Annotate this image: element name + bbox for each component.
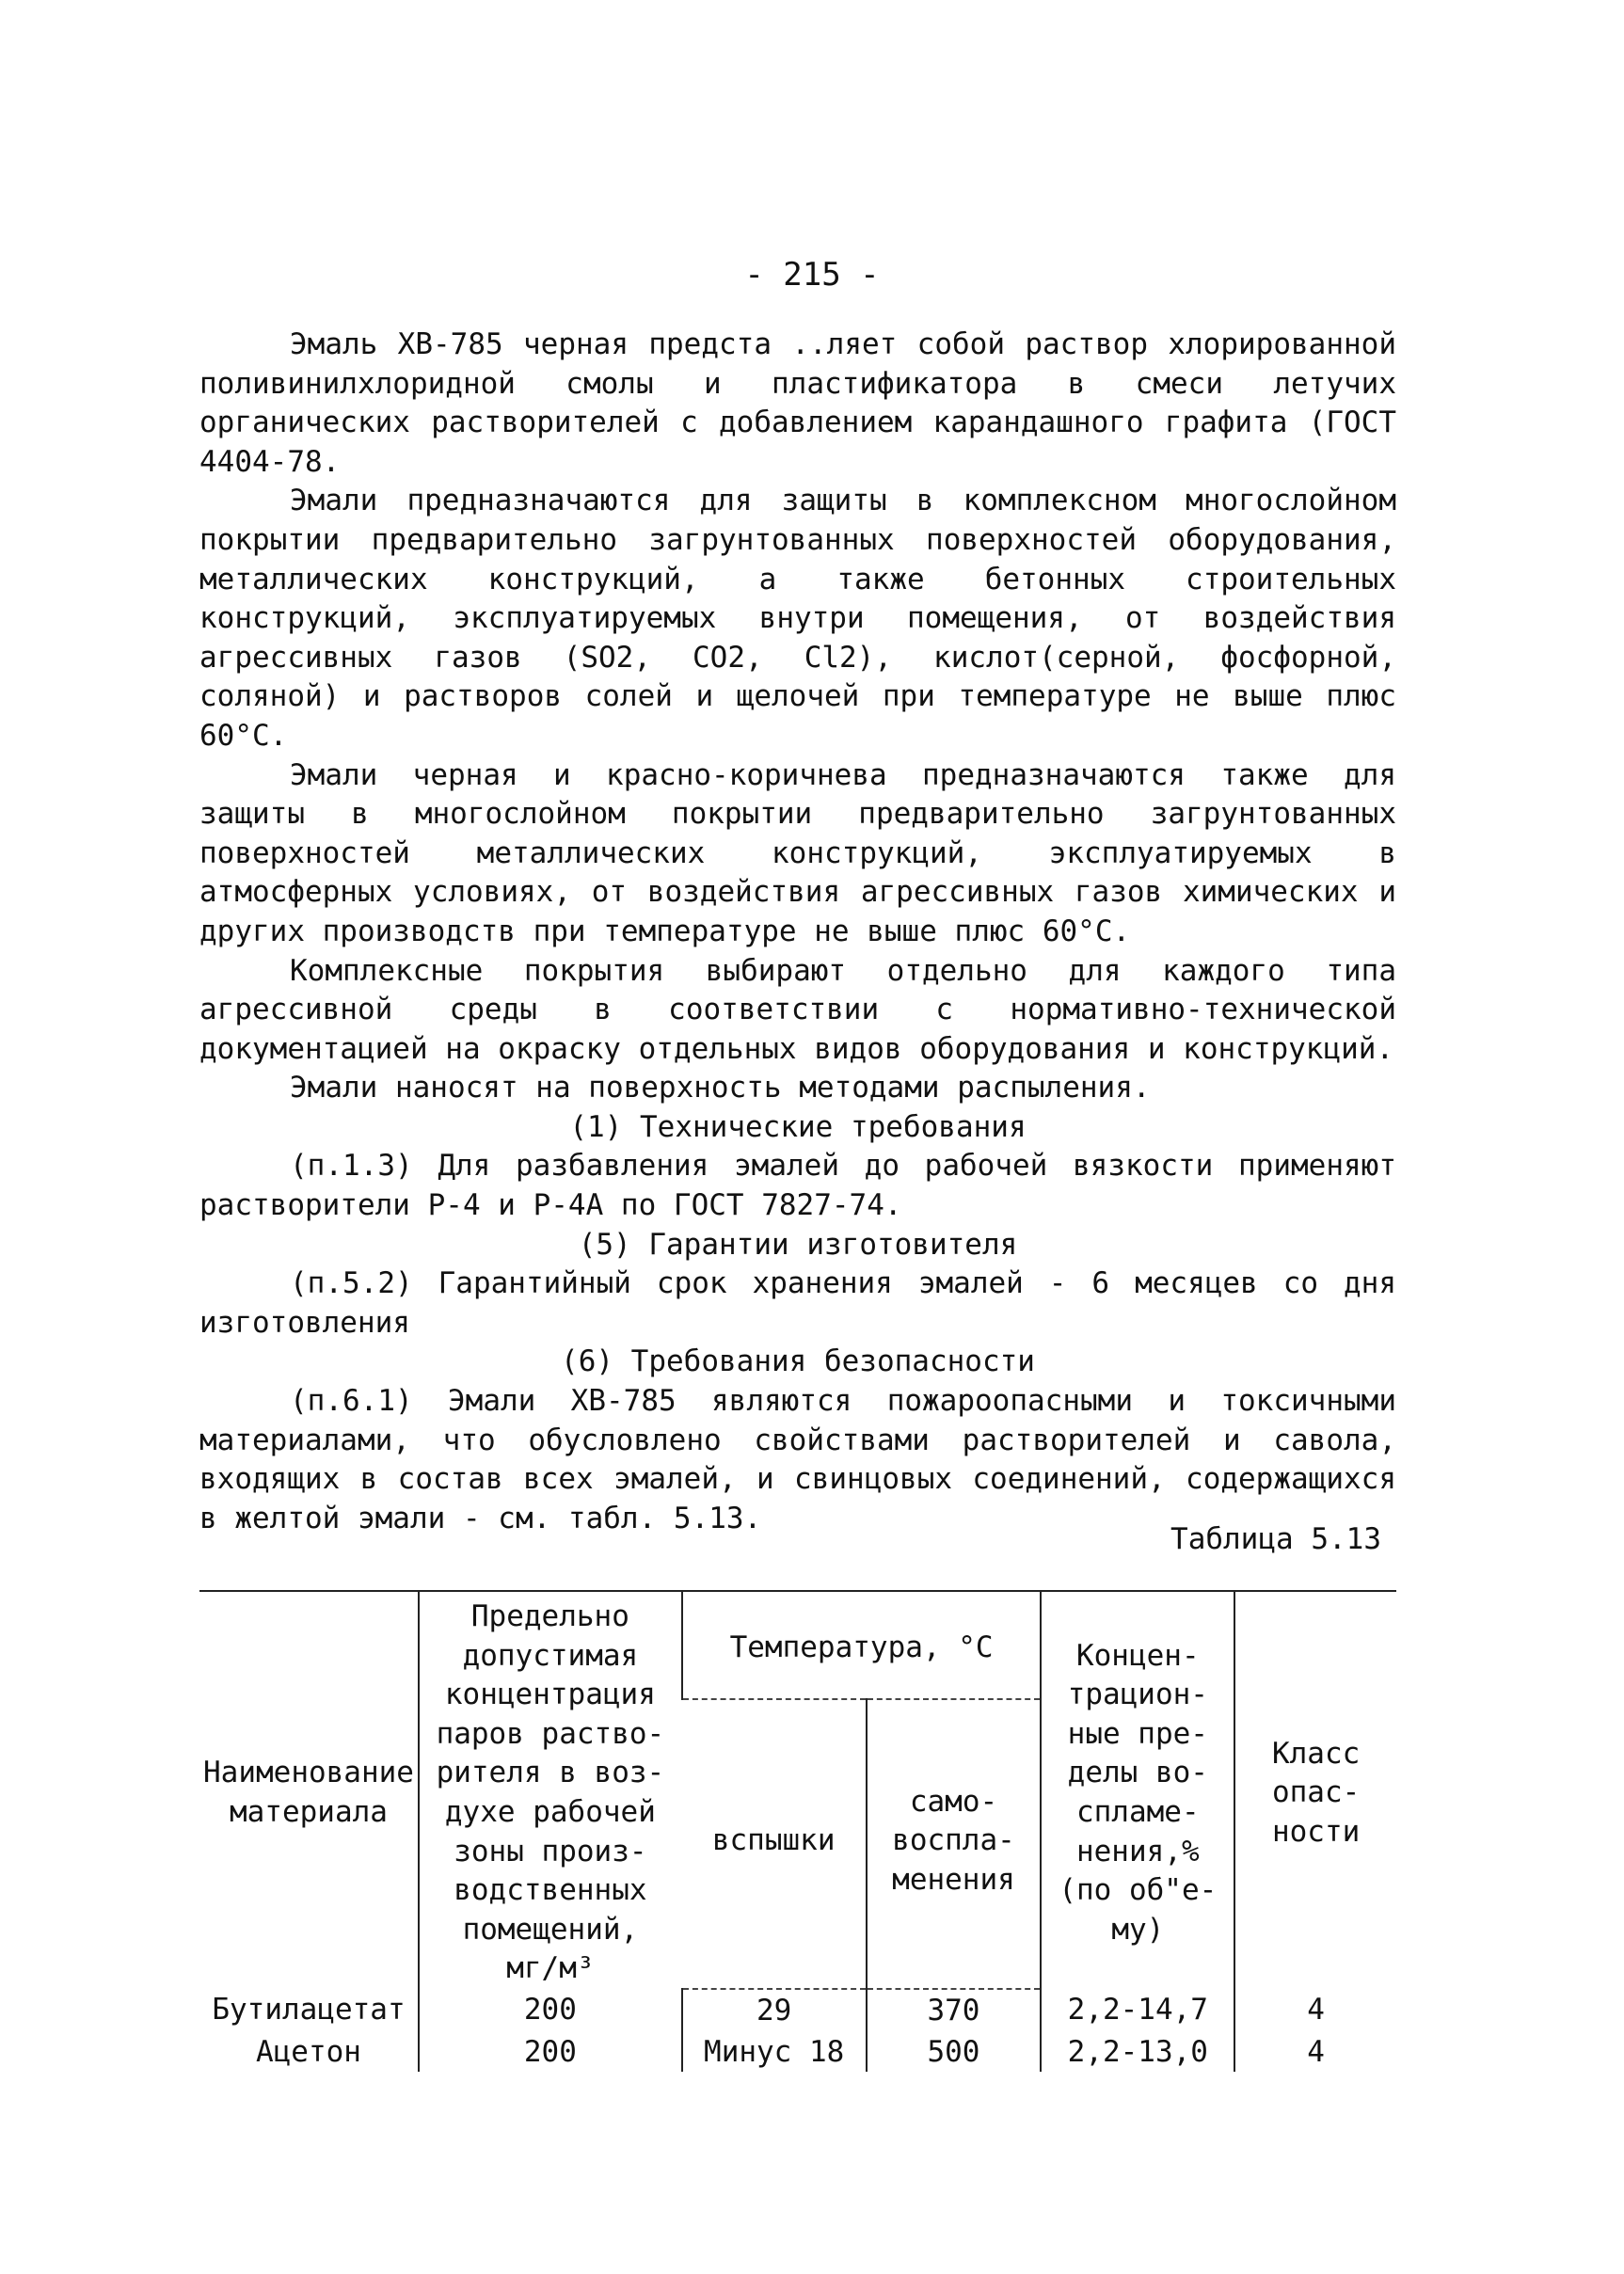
section-1-heading: (1) Технические требования (569, 1109, 1027, 1144)
cell-limits: 2,2-14,7 (1041, 1989, 1234, 2031)
cell-flash: Минус 18 (682, 2031, 867, 2073)
cell-autoignition: 500 (867, 2031, 1042, 2073)
paragraph-application: Эмали наносят на поверхность методами распыления. (290, 1071, 1151, 1105)
table-caption: Таблица 5.13 (1170, 1522, 1381, 1556)
page-number: - 215 - (744, 256, 880, 294)
table-row (199, 2031, 1396, 2073)
header-mpc: Предельно допустимая концентрация паров раство- рителя в воз- духе рабочей зоны произ- водственных помещений, мг/м³ (419, 1591, 682, 1989)
paragraph-complex-coatings: Комплексные покрытия выбирают отдельно для каждого типа агрессивной среды в соответствии с нормативно-технической документацией на окраску отдельных видов оборудования и конструкций. (199, 953, 1396, 1066)
cell-autoignition: 370 (867, 1989, 1042, 2031)
cell-name: Ацетон (255, 2034, 361, 2069)
cell-limits: 2,2-13,0 (1041, 2031, 1234, 2073)
section-5-text: (п.5.2) Гарантийный срок хранения эмалей - 6 месяцев со дня изготовления (199, 1266, 1396, 1340)
header-limits: Концен- трацион- ные пре- делы во- спламе- нения,% (по об"е- му) (1041, 1591, 1234, 1989)
cell-name: Бутилацетат (212, 1993, 406, 2028)
table-row (199, 1989, 1396, 2031)
header-temperature: Температура, °С (682, 1591, 1042, 1699)
cell-flash: 29 (682, 1989, 867, 2031)
paragraph-black-red: Эмали черная и красно-коричнева предназначаются также для защиты в многослойном покрытии предварительно загрунтованных поверхностей металлических конструкций, эксплуатируемых в атмосферных условиях, от воздействия агрессивных газов химических и других производств при температуре не выше плюс 60°С. (199, 757, 1396, 948)
properties-table (199, 1590, 1396, 2072)
section-5-heading: (5) Гарантии изготовителя (578, 1227, 1018, 1262)
cell-mpc: 200 (419, 2031, 682, 2073)
cell-hazard: 4 (1234, 1989, 1396, 2031)
cell-hazard: 4 (1234, 2031, 1396, 2073)
section-6-text: (п.6.1) Эмали ХВ-785 являются пожароопасными и токсичными материалами, что обусловлено свойствами растворителей и савола, входящих в состав всех эмалей, и свинцовых соединений, содержащихся в желтой эмали - см. табл. 5.13. (199, 1384, 1396, 1535)
header-autoignition: само- воспла- менения (867, 1699, 1042, 1989)
body-text (199, 326, 1396, 1538)
header-name: Наименование материала (199, 1591, 419, 1989)
header-flash: вспышки (682, 1699, 867, 1989)
paragraph-intro: Эмаль ХВ-785 черная предста ..ляет собой раствор хлорированной поливинилхлоридной смолы и пластификатора в смеси летучих органических растворителей с добавлением карандашного графита (ГОСТ 4404-78. (199, 327, 1396, 479)
header-hazard: Класс опас- ности (1234, 1591, 1396, 1989)
section-1-text: (п.1.3) Для разбавления эмалей до рабочей вязкости применяют растворители Р-4 и Р-4А по ГОСТ 7827-74. (199, 1149, 1396, 1223)
cell-mpc: 200 (419, 1989, 682, 2031)
paragraph-purpose: Эмали предназначаются для защиты в комплексном многослойном покрытии предварительно загрунтованных поверхностей оборудования, металлических конструкций, а также бетонных строительных конструкций, эксплуатируемых внутри помещения, от воздействия агрессивных газов (SO2, CO2, Cl2), кислот(серной, фосфорной, соляной) и растворов солей и щелочей при температуре не выше плюс 60°С. (199, 484, 1396, 753)
section-6-heading: (6) Требования безопасности (561, 1344, 1035, 1379)
